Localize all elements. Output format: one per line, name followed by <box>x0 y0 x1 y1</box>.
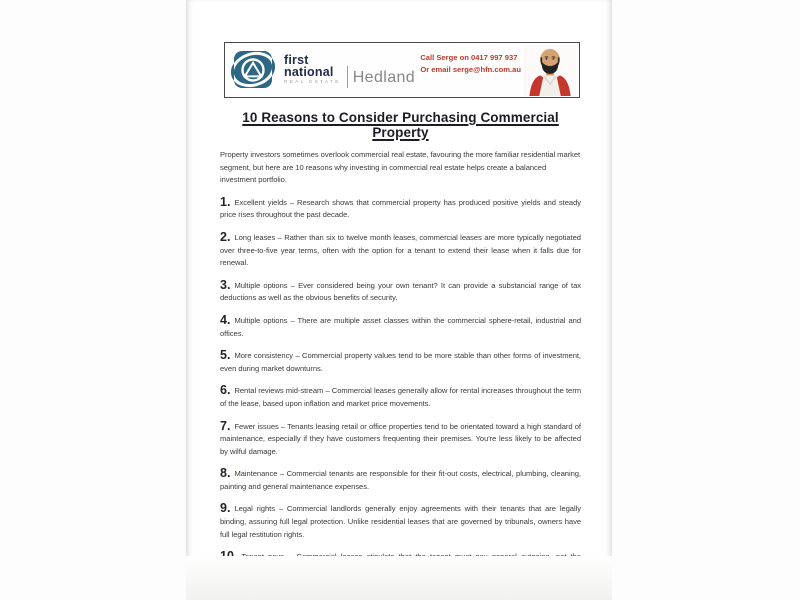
reason-text: Fewer issues – Tenants leasing retail or office properties tend to be orientated toward a high standard of maintenance, especially if they have customers frequenting their premises. You're less likely to be affected by wilful damage. <box>220 421 581 456</box>
scan-bottom-artifact <box>186 556 612 600</box>
reason-number: 9. <box>220 501 231 516</box>
reason-text: Legal rights – Commercial landlords generally enjoy agreements with their tenants that are legally binding, assuring full legal protection. Unlike residential leases that are governed by tribunals, owners have full legal restitution rights. <box>220 504 581 539</box>
reason-item-1 <box>220 196 581 222</box>
reason-item-9 <box>220 502 581 541</box>
brand-word-first: first <box>284 53 309 68</box>
letterhead <box>224 42 580 98</box>
reason-number: 7. <box>220 418 231 433</box>
reason-item-2 <box>220 231 581 270</box>
reason-number: 3. <box>220 277 231 292</box>
reason-item-6 <box>220 384 581 410</box>
brand-tagline: REAL ESTATE <box>284 78 341 84</box>
scanned-flyer-page <box>186 0 612 600</box>
contact-phone-line: Call Serge on 0417 997 937 <box>420 52 518 62</box>
intro-paragraph: Property investors sometimes overlook commercial real estate, favouring the more familiar residential market segment, but here are 10 reasons why investing in commercial real estate helps create a balanced investment portfolio. <box>220 150 581 185</box>
contact-details <box>420 52 521 76</box>
reason-text: Rental reviews mid-stream – Commercial leases generally allow for rental increases throughout the term of the lease, based upon inflation and market price movements. <box>220 386 581 408</box>
flyer-body <box>186 98 612 589</box>
reason-text: Long leases – Rather than six to twelve month leases, commercial leases are more typically negotiated over three-to-five year terms, often with the option for a tenant to extend their lease when it falls due for renewal. <box>220 232 581 268</box>
reason-number: 8. <box>220 466 231 481</box>
reason-text: Excellent yields – Research shows that commercial property has produced positive yields and steady price rises throughout the past decade. <box>220 197 581 220</box>
reason-text: Multiple options – There are multiple asset classes within the commercial sphere-retail, industrial and offices. <box>220 315 581 338</box>
reason-number: 4. <box>220 312 231 327</box>
brand-word-national: national <box>284 64 334 79</box>
reason-text: Maintenance – Commercial tenants are responsible for their fit-out costs, electrical, plumbing, cleaning, painting and general maintenance expenses. <box>220 469 581 491</box>
reason-text: More consistency – Commercial property values tend to be more stable than other forms of investment, even during market downturns. <box>220 351 581 373</box>
reason-text: Multiple options – Ever considered being your own tenant? It can provide a substancial range of tax deductions as well as the obvious benefits of security. <box>220 280 581 303</box>
brand-wordmark <box>284 55 341 84</box>
reason-item-7 <box>220 420 581 459</box>
reason-number: 5. <box>220 348 231 363</box>
reason-number: 1. <box>220 194 231 209</box>
page-title: 10 Reasons to Consider Purchasing Commercial Property <box>242 110 559 140</box>
reason-item-8 <box>220 467 581 493</box>
brand-office-name: Hedland <box>352 69 416 86</box>
reason-item-4 <box>220 314 581 340</box>
reason-item-3 <box>220 279 581 305</box>
reason-number: 6. <box>220 383 231 398</box>
agent-photo <box>523 45 577 96</box>
brand-separator <box>347 66 348 88</box>
contact-email-line: Or email serge@hfn.com.au <box>420 65 521 74</box>
reason-item-5 <box>220 349 581 375</box>
reason-number: 2. <box>220 229 231 244</box>
first-national-logo-icon <box>231 49 277 91</box>
